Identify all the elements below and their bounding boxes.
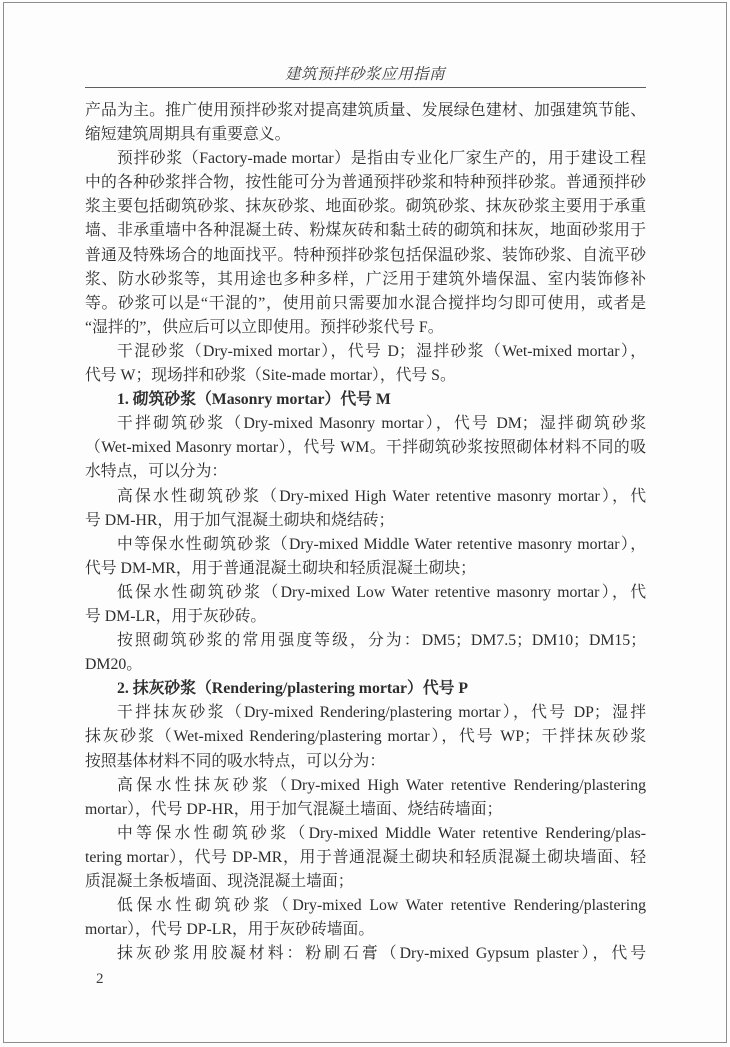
text-line: 浆主要包括砌筑砂浆、抹灰砂浆、地面砂浆。砌筑砂浆、抹灰砂浆主要用于承重: [85, 198, 646, 216]
header-rule: [85, 87, 646, 88]
page-number: 2: [96, 971, 104, 987]
text-line: mortar），代号 DP-HR，用于加气混凝土墙面、烧结砖墙面；: [85, 800, 503, 818]
text-line: 干拌砌筑砂浆（Dry-mixed Masonry mortar），代号 DM；湿拌砌筑砂浆: [117, 415, 646, 433]
text-line: 干混砂浆（Dry-mixed mortar），代号 D；湿拌砂浆（Wet-mixed mortar），: [117, 342, 646, 360]
section-heading: 1. 砌筑砂浆（Masonry mortar）代号 M: [117, 391, 391, 409]
text-line: 浆、防水砂浆等，其用途也多种多样，广泛用于建筑外墙保温、室内装饰修补: [85, 270, 646, 288]
text-line: 代号 DM-MR，用于普通混凝土砌块和轻质混凝土砌块；: [85, 559, 476, 577]
text-line: 普通及特殊场合的地面找平。特种预拌砂浆包括保温砂浆、装饰砂浆、自流平砂: [85, 246, 646, 264]
text-line: “湿拌的”，供应后可以立即使用。预拌砂浆代号 F。: [85, 318, 444, 336]
text-line: 按照基体材料不同的吸水特点，可以分为：: [85, 752, 386, 770]
text-line: 号 DM-HR，用于加气混凝土砌块和烧结砖；: [85, 511, 395, 529]
text-line: mortar），代号 DP-LR，用于灰砂砖墙面。: [85, 921, 375, 939]
running-head-title: 建筑预拌砂浆应用指南: [284, 66, 445, 83]
text-line: tering mortar），代号 DP-MR，用于普通混凝土砌块和轻质混凝土砌块墙面、轻: [85, 848, 646, 866]
text-line: 号 DM-LR，用于灰砂砖。: [85, 607, 267, 625]
text-line: 预拌砂浆（Factory-made mortar）是指由专业化厂家生产的，用于建设工程: [117, 150, 646, 168]
text-line: 水特点，可以分为：: [85, 463, 228, 481]
text-line: 中等保水性砌筑砂浆（Dry-mixed Middle Water retentive Rendering/plas-: [117, 824, 646, 842]
text-line: 抹灰砂浆用胶凝材料：粉刷石膏（Dry-mixed Gypsum plaster），代号: [117, 945, 646, 963]
text-line: 缩短建筑周期具有重要意义。: [85, 126, 291, 144]
text-line: 低保水性砌筑砂浆（Dry-mixed Low Water retentive masonry mortar），代: [117, 583, 646, 601]
text-line: 按照砌筑砂浆的常用强度等级，分为：DM5；DM7.5；DM10；DM15；: [117, 632, 646, 650]
page-body: [85, 99, 646, 966]
text-line: 高保水性砌筑砂浆（Dry-mixed High Water retentive masonry mortar），代: [117, 487, 646, 505]
text-line: 抹灰砂浆（Wet-mixed Rendering/plastering mortar），代号 WP；干拌抹灰砂浆: [85, 728, 646, 746]
text-line: 墙、非承重墙中各种混凝土砖、粉煤灰砖和黏土砖的砌筑和抹灰，地面砂浆用于: [85, 222, 646, 240]
text-line: 中的各种砂浆拌合物，按性能可分为普通预拌砂浆和特种预拌砂浆。普通预拌砂: [85, 174, 646, 192]
text-line: 低保水性砌筑砂浆（Dry-mixed Low Water retentive Rendering/plastering: [117, 897, 646, 915]
text-line: 质混凝土条板墙面、现浇混凝土墙面；: [85, 873, 354, 890]
text-line: （Wet-mixed Masonry mortar），代号 WM。干拌砌筑砂浆按照砌体材料不同的吸: [85, 439, 646, 457]
section-heading: 2. 抹灰砂浆（Rendering/plastering mortar）代号 P: [117, 680, 469, 698]
text-line: DM20。: [85, 656, 143, 674]
text-line: 高保水性抹灰砂浆（Dry-mixed High Water retentive Rendering/plastering: [117, 776, 646, 794]
text-line: 干拌抹灰砂浆（Dry-mixed Rendering/plastering mortar），代号 DP；湿拌: [117, 704, 646, 722]
text-line: 产品为主。推广使用预拌砂浆对提高建筑质量、发展绿色建材、加强建筑节能、: [85, 102, 646, 119]
text-line: 代号 W；现场拌和砂浆（Site-made mortar），代号 S。: [85, 367, 456, 385]
text-line: 中等保水性砌筑砂浆（Dry-mixed Middle Water retentive masonry mortar），: [117, 535, 646, 553]
text-line: 等。砂浆可以是“干混的”，使用前只需要加水混合搅拌均匀即可使用，或者是: [85, 294, 646, 312]
